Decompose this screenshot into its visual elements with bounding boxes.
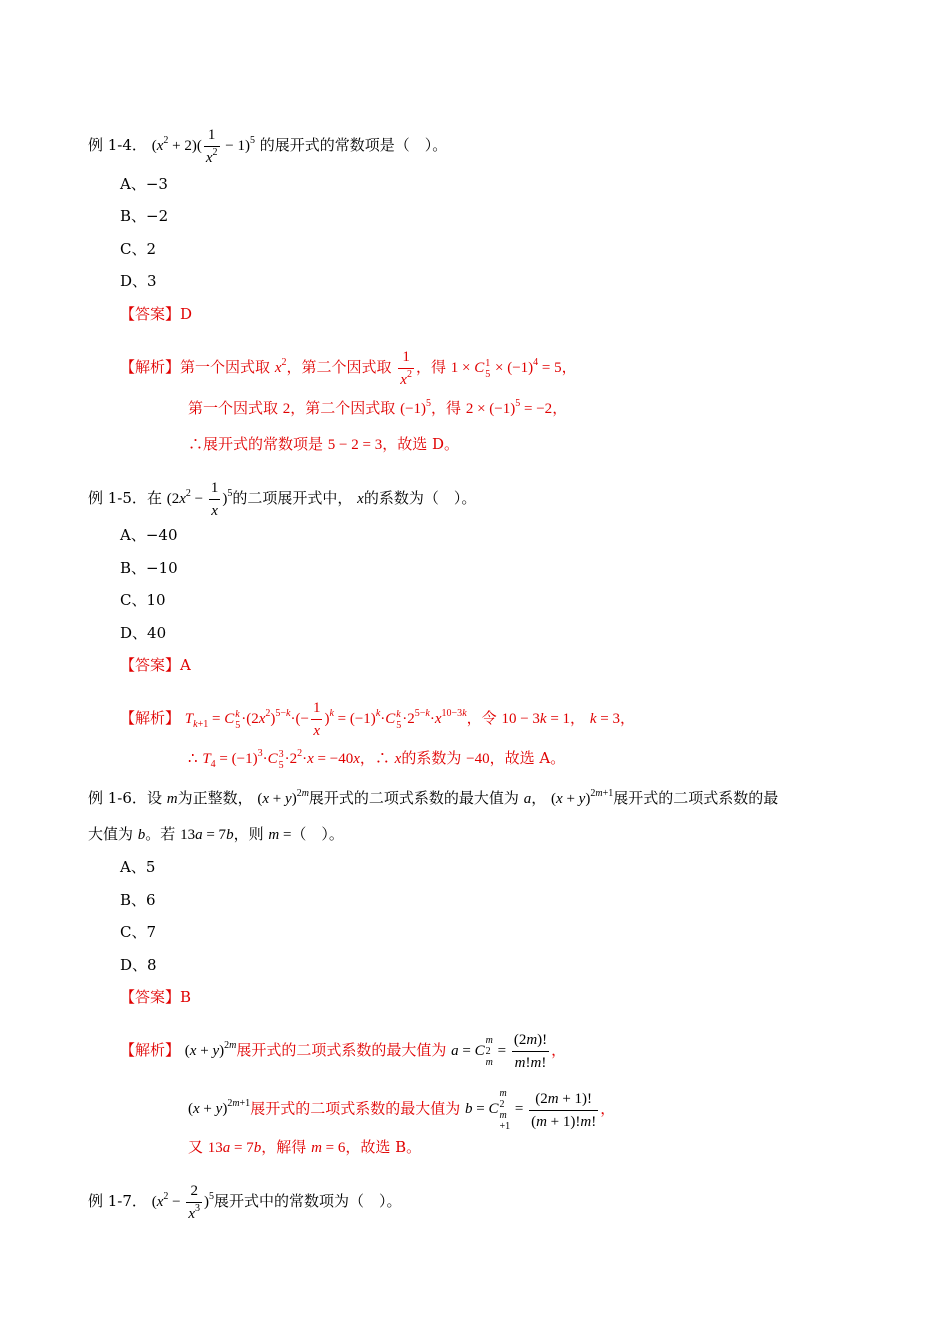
math-expression: b = C m 2 m +1 = $\frac{(2m + 1)!}{(m + 1)!m!}$ bbox=[464, 1088, 597, 1132]
analysis-text: ， bbox=[551, 1040, 567, 1059]
math-expression: $2 \times (-1)^5 = -2$ bbox=[465, 398, 553, 417]
analysis-text: ，令 bbox=[466, 708, 497, 727]
stem-text: 的二项展开式中， bbox=[232, 488, 353, 507]
example-label: 例 1-4． bbox=[88, 135, 147, 154]
math-expression: $(x^2 + 2)$( $\frac{1}{x^2}$ − 1)$^5$ bbox=[151, 127, 255, 166]
analysis-line-1 bbox=[120, 699, 635, 740]
math-expression: −40 bbox=[466, 751, 490, 767]
analysis-line-2 bbox=[188, 748, 565, 771]
stem-text: 展开式的二项式系数的最大值为 bbox=[308, 789, 519, 807]
analysis-text: ∴ bbox=[188, 749, 198, 767]
analysis-text: 第一个因式取 bbox=[180, 357, 271, 376]
analysis-text: ∴展开式的常数项是 bbox=[188, 435, 324, 453]
analysis-text: ，第二个因式取 bbox=[286, 357, 392, 376]
stem-text: 的系数为（ ）。 bbox=[363, 488, 477, 507]
analysis-text: 展开式的二项式系数的最大值为 bbox=[236, 1040, 447, 1059]
stem-text: 大值为 bbox=[88, 825, 134, 843]
analysis-line-2 bbox=[188, 398, 567, 419]
analysis-text: ， bbox=[561, 357, 577, 376]
stem-text: ， bbox=[531, 789, 547, 807]
math-expression: a = C m 2 m = $\frac{(2m)!}{m!m!}$ bbox=[451, 1032, 548, 1071]
option-c[interactable]: C、10 bbox=[120, 591, 166, 609]
analysis-text: ，∴ bbox=[359, 749, 390, 767]
math-expression: ($x^2$ − $\frac{2}{x^3}$ )$^5$ bbox=[151, 1183, 215, 1222]
math-expression: 5 − 2 = 3 bbox=[327, 437, 383, 453]
math-variable: a bbox=[523, 791, 532, 807]
example-1-7-stem bbox=[88, 1182, 402, 1223]
analysis-text: ， bbox=[570, 708, 586, 727]
math-expression: $(-1)^5$ bbox=[400, 398, 432, 417]
option-d[interactable]: D、3 bbox=[120, 272, 157, 290]
math-expression: 2 bbox=[282, 401, 291, 417]
math-expression: $(x + y)^{2m+1}$ bbox=[188, 1098, 251, 1118]
option-c[interactable]: C、2 bbox=[120, 240, 157, 258]
analysis-text: ，得 bbox=[415, 357, 446, 376]
option-b[interactable]: B、6 bbox=[120, 891, 156, 909]
analysis-tag: 【解析】 bbox=[120, 1040, 181, 1059]
example-1-6-stem-line-1 bbox=[88, 788, 778, 809]
option-b[interactable]: B、−10 bbox=[120, 559, 178, 577]
math-expression: $x^2$ bbox=[274, 356, 287, 376]
analysis-line-3 bbox=[188, 434, 459, 455]
answer-tag: 【答案】 bbox=[120, 988, 181, 1006]
example-label: 例 1-6． bbox=[88, 789, 147, 807]
stem-text: 。若 bbox=[145, 825, 176, 843]
math-expression: $(x + y)^{2m}$ bbox=[257, 788, 309, 807]
analysis-text: 第一个因式取 bbox=[188, 399, 279, 417]
math-expression: $(x + y)^{2m+1}$ bbox=[551, 788, 614, 807]
stem-text: （ ）。 bbox=[291, 825, 344, 843]
answer-tag: 【答案】 bbox=[120, 305, 181, 323]
math-expression: ($2x^2$ − $\frac{1}{x}$ )$^5$ bbox=[166, 480, 233, 519]
math-expression: m = bbox=[268, 827, 292, 843]
math-expression: $T_{k+1} = C$ k 5 $\cdot(2x^2)^{5-k}\cdot(-$ $\frac{1}{x}$ )$^k = (-1)^k\cdot C$ k 5 $\cdot 2^{5-k}\cdot x^{10-3k}$ bbox=[184, 700, 467, 739]
option-d[interactable]: D、40 bbox=[120, 624, 167, 642]
analysis-line-2 bbox=[188, 1088, 615, 1132]
math-expression: 1 × C 1 5 × $(-1)^4 = 5$ bbox=[450, 356, 562, 380]
stem-text: ，则 bbox=[233, 825, 264, 843]
analysis-line-3 bbox=[188, 1137, 421, 1158]
math-expression: k = 3 bbox=[589, 710, 620, 727]
option-b[interactable]: B、−2 bbox=[120, 207, 169, 225]
option-c[interactable]: C、7 bbox=[120, 923, 157, 941]
math-expression: 13a = 7b bbox=[207, 1140, 262, 1156]
math-expression: $T_4 = (-1)^3\cdot C$ 3 5 $\cdot 2^2\cdot x = -40x$ bbox=[202, 748, 360, 771]
option-a[interactable]: A、5 bbox=[120, 858, 156, 876]
analysis-text: ，得 bbox=[431, 399, 462, 417]
math-variable: x bbox=[357, 490, 364, 507]
math-expression: 10 − 3k = 1 bbox=[501, 710, 571, 727]
math-expression: m = 6 bbox=[311, 1140, 346, 1156]
analysis-text: 展开式的二项式系数的最大值为 bbox=[250, 1099, 461, 1118]
stem-text: 设 bbox=[146, 789, 162, 807]
stem-text: 为正整数， bbox=[177, 789, 253, 807]
analysis-tag: 【解析】 bbox=[120, 708, 181, 727]
analysis-line-1 bbox=[120, 348, 577, 389]
analysis-tag: 【解析】 bbox=[120, 357, 181, 376]
math-variable: m bbox=[166, 791, 178, 807]
stem-text: 在 bbox=[146, 488, 162, 507]
answer-line bbox=[120, 987, 191, 1007]
analysis-line-1 bbox=[120, 1031, 566, 1072]
example-1-5-stem bbox=[88, 479, 476, 520]
analysis-text: ，故选 D。 bbox=[382, 435, 460, 453]
stem-text: 展开式中的常数项为（ ）。 bbox=[214, 1191, 402, 1210]
option-a[interactable]: A、−40 bbox=[120, 526, 178, 544]
analysis-text: ， bbox=[600, 1099, 616, 1118]
answer-value: A bbox=[180, 656, 191, 674]
example-label: 例 1-5． bbox=[88, 488, 147, 507]
analysis-text: ，故选 A。 bbox=[489, 749, 566, 767]
example-label: 例 1-7． bbox=[88, 1191, 147, 1210]
answer-tag: 【答案】 bbox=[120, 656, 181, 674]
math-variable: b bbox=[137, 827, 146, 843]
analysis-text: ，解得 bbox=[261, 1138, 307, 1156]
math-variable: x bbox=[394, 751, 402, 767]
stem-text: 的展开式的常数项是（ ）。 bbox=[259, 135, 448, 154]
option-a[interactable]: A、−3 bbox=[120, 175, 168, 193]
analysis-text: ， bbox=[552, 399, 568, 417]
answer-line bbox=[120, 304, 192, 324]
example-1-4-stem bbox=[88, 126, 447, 167]
analysis-text: ，第二个因式取 bbox=[290, 399, 396, 417]
math-expression: $(x + y)^{2m}$ bbox=[184, 1039, 237, 1059]
example-1-6-stem-line-2 bbox=[88, 824, 344, 845]
stem-text: 展开式的二项式系数的最 bbox=[613, 789, 779, 807]
option-d[interactable]: D、8 bbox=[120, 956, 157, 974]
math-expression: $\frac{1}{x^2}$ bbox=[400, 349, 412, 388]
math-expression: 13a = 7b bbox=[180, 827, 234, 843]
answer-line bbox=[120, 655, 191, 675]
analysis-text: ，故选 B。 bbox=[345, 1138, 422, 1156]
analysis-text: ， bbox=[619, 708, 635, 727]
analysis-text: 的系数为 bbox=[401, 749, 462, 767]
answer-value: D bbox=[180, 305, 193, 323]
answer-value: B bbox=[180, 988, 192, 1006]
analysis-text: 又 bbox=[188, 1138, 204, 1156]
